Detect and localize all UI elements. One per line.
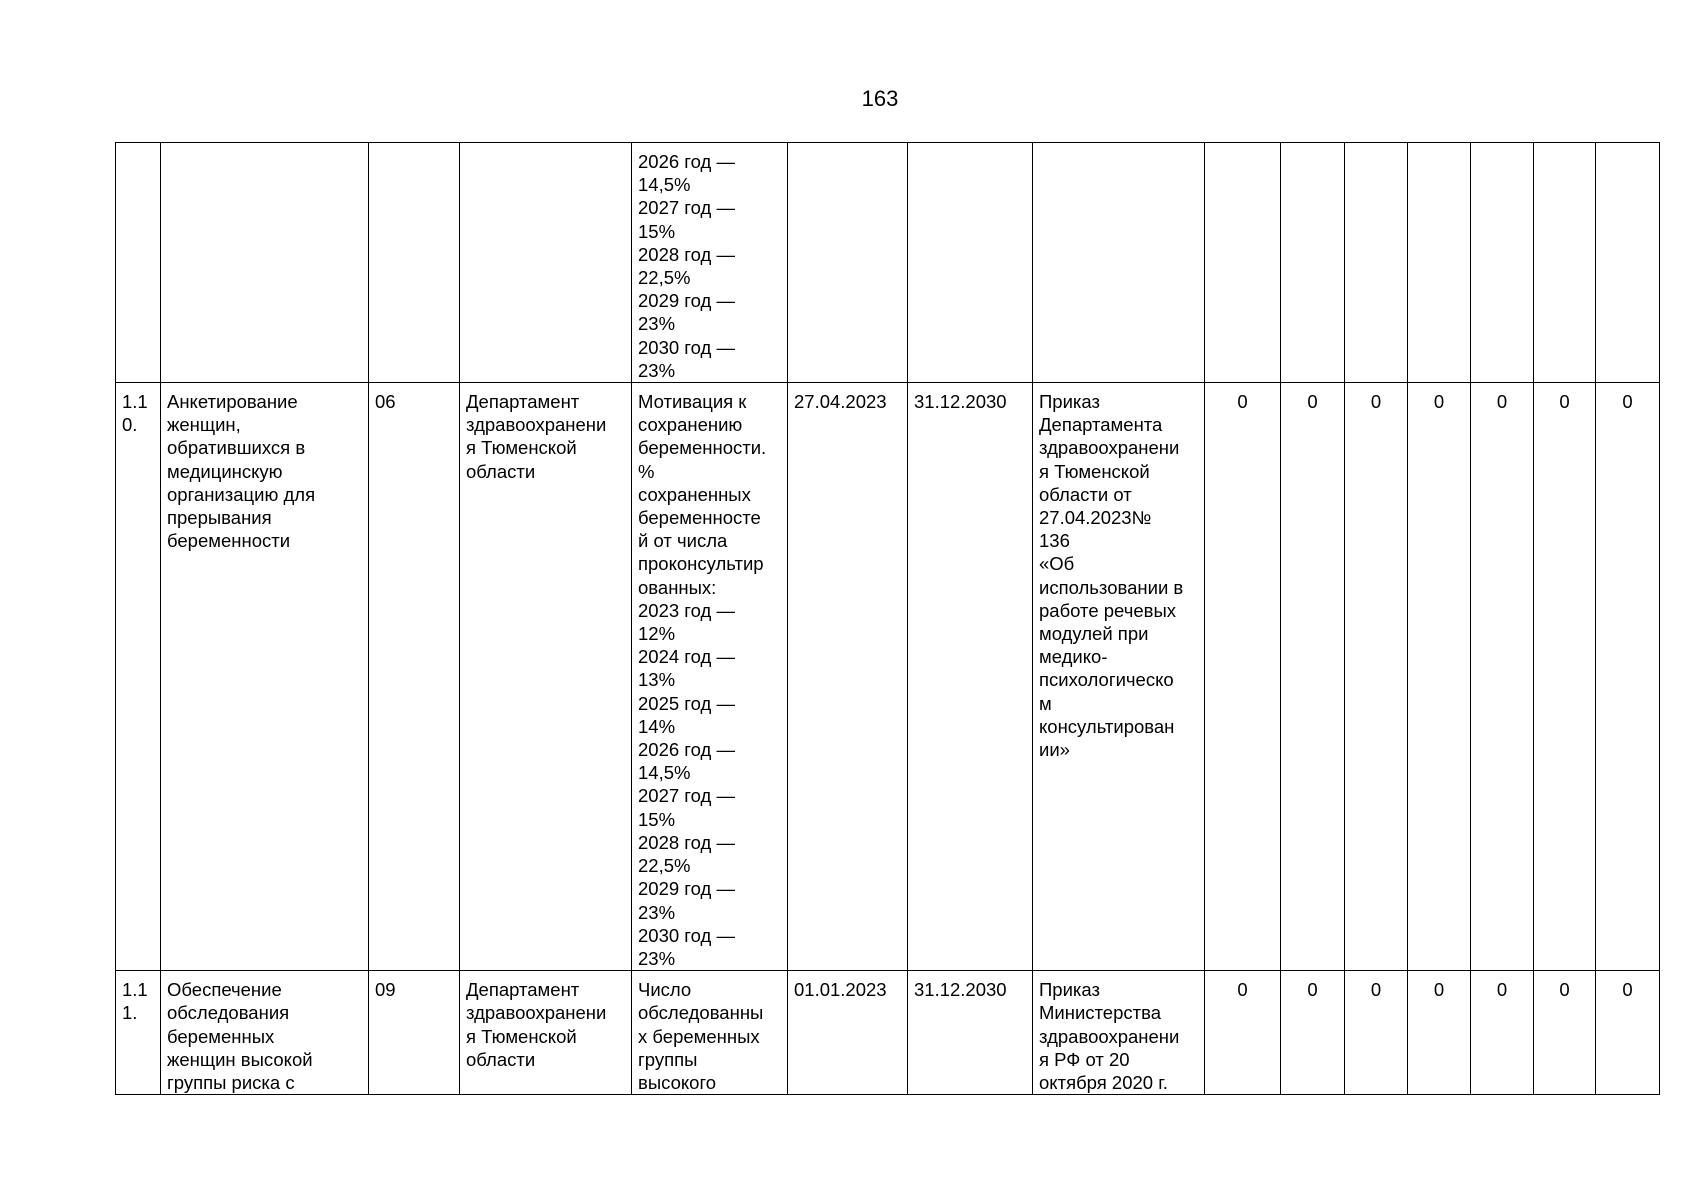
cell-line: 31.12.2030 [914,391,1007,413]
cell-line: консультирован [1039,715,1175,737]
cell-value-4: 0 [1408,971,1471,1095]
cell-line: 2028 год — [638,831,735,853]
cell-line: области [466,460,536,482]
cell-line: Министерства [1039,1002,1162,1024]
cell-responsible [460,971,632,1095]
cell-line: 13% [638,669,676,691]
cell-value-3 [1345,143,1408,383]
cell-line: м [1039,692,1052,714]
cell-line: «Об [1039,553,1075,575]
cell-responsible [460,383,632,971]
cell-value-2: 0 [1281,971,1345,1095]
cell-document [1033,383,1205,971]
cell-line: обследованны [638,1002,764,1024]
cell-line: 2030 год — [638,336,735,358]
cell-code [369,143,460,383]
cell-measure-name [161,143,369,383]
cell-line: Департамент [466,979,580,1001]
cell-value-1 [1205,143,1281,383]
cell-code [369,383,460,971]
cell-line: сохраненных [638,483,751,505]
cell-line: здравоохранени [1039,1025,1180,1047]
cell-line: 23% [638,359,676,381]
cell-start-date [788,143,908,383]
cell-value-4 [1408,143,1471,383]
cell-line: 1. [122,1002,138,1024]
cell-end-date [908,143,1033,383]
cell-number [116,383,161,971]
cell-start-date [788,971,908,1095]
cell-line: беременных [167,1025,275,1047]
cell-line: я Тюменской [466,437,577,459]
cell-value-6 [1534,143,1596,383]
cell-line: 01.01.2023 [794,979,887,1001]
cell-line: 23% [638,313,676,335]
cell-line: работе речевых [1039,599,1177,621]
cell-line: сохранению [638,414,743,436]
cell-line: х беременных [638,1025,760,1047]
cell-line: Департамента [1039,414,1163,436]
cell-line: 12% [638,623,676,645]
cell-line: й от числа [638,530,728,552]
cell-line: 2029 год — [638,290,735,312]
cell-value-3: 0 [1345,971,1408,1095]
cell-line: ии» [1039,739,1070,761]
cell-line: женщин высокой [167,1048,313,1070]
cell-value-2 [1281,143,1345,383]
cell-value-7: 0 [1596,971,1660,1095]
cell-line: медицинскую [167,460,283,482]
cell-line: 1.1 [122,979,148,1001]
page-number: 163 [861,86,899,111]
cell-line: женщин, [167,414,241,436]
cell-value-1: 0 [1205,971,1281,1095]
cell-number [116,971,161,1095]
cell-document [1033,971,1205,1095]
cell-line: беременности [167,530,291,552]
cell-line: 27.04.2023№ [1039,507,1152,529]
cell-line: здравоохранени [466,1002,607,1024]
measures-table [115,142,1660,1095]
cell-value-5: 0 [1471,971,1534,1095]
cell-line: я Тюменской [1039,460,1150,482]
cell-value-5 [1471,143,1534,383]
cell-line: 09 [375,979,396,1001]
cell-line: области [466,1048,536,1070]
table-row [116,143,1660,383]
cell-end-date [908,383,1033,971]
cell-line: организацию для [167,483,316,505]
cell-line: Анкетирование [167,391,298,413]
cell-line: Мотивация к [638,391,747,413]
cell-measure-name [161,971,369,1095]
cell-line: 2030 год — [638,924,735,946]
cell-code [369,971,460,1095]
cell-line: 2025 год — [638,692,735,714]
cell-line: я Тюменской [466,1025,577,1047]
cell-value-7 [1596,143,1660,383]
cell-line: психологическо [1039,669,1174,691]
cell-line: 2027 год — [638,197,735,219]
cell-indicator [632,143,788,383]
cell-line: 2026 год — [638,739,735,761]
cell-line: использовании в [1039,576,1184,598]
cell-line: октября 2020 г. [1039,1071,1168,1093]
cell-value-2: 0 [1281,383,1345,971]
cell-value-5: 0 [1471,383,1534,971]
cell-line: области от [1039,483,1132,505]
cell-line: Приказ [1039,391,1100,413]
cell-line: 14,5% [638,174,691,196]
cell-indicator [632,383,788,971]
cell-end-date [908,971,1033,1095]
cell-line: % [638,460,655,482]
cell-line: 2027 год — [638,785,735,807]
cell-line: 2028 год — [638,243,735,265]
cell-value-7: 0 [1596,383,1660,971]
cell-line: 136 [1039,530,1070,552]
cell-line: 15% [638,808,676,830]
table-row [116,971,1660,1095]
table-row [116,383,1660,971]
cell-line: группы [638,1048,698,1070]
cell-line: 14% [638,715,676,737]
cell-line: 06 [375,391,396,413]
cell-line: 2024 год — [638,646,735,668]
cell-indicator [632,971,788,1095]
cell-line: 14,5% [638,762,691,784]
cell-value-6: 0 [1534,383,1596,971]
cell-line: высокого [638,1071,717,1093]
cell-start-date [788,383,908,971]
cell-line: 0. [122,414,138,436]
cell-line: здравоохранени [466,414,607,436]
cell-line: Приказ [1039,979,1100,1001]
cell-line: ованных: [638,576,717,598]
cell-line: группы риска с [167,1071,295,1093]
cell-line: модулей при [1039,623,1149,645]
cell-line: обследования [167,1002,290,1024]
cell-line: 22,5% [638,267,691,289]
cell-line: медико- [1039,646,1108,668]
cell-value-3: 0 [1345,383,1408,971]
cell-line: 22,5% [638,855,691,877]
cell-line: беременносте [638,507,761,529]
cell-line: я РФ от 20 [1039,1048,1130,1070]
cell-line: 23% [638,947,676,969]
cell-line: 2023 год — [638,599,735,621]
cell-line: здравоохранени [1039,437,1180,459]
cell-line: 2029 год — [638,878,735,900]
cell-line: 2026 год — [638,151,735,172]
cell-measure-name [161,383,369,971]
cell-value-4: 0 [1408,383,1471,971]
cell-responsible [460,143,632,383]
cell-line: Обеспечение [167,979,282,1001]
cell-line: обратившихся в [167,437,306,459]
cell-line: 31.12.2030 [914,979,1007,1001]
cell-line: Департамент [466,391,580,413]
cell-document [1033,143,1205,383]
cell-line: 1.1 [122,391,148,413]
cell-line: 23% [638,901,676,923]
cell-line: проконсультир [638,553,764,575]
cell-line: беременности. [638,437,767,459]
cell-number [116,143,161,383]
cell-value-6: 0 [1534,971,1596,1095]
cell-value-1: 0 [1205,383,1281,971]
cell-line: прерывания [167,507,272,529]
cell-line: 27.04.2023 [794,391,887,413]
cell-line: 15% [638,220,676,242]
cell-line: Число [638,979,692,1001]
